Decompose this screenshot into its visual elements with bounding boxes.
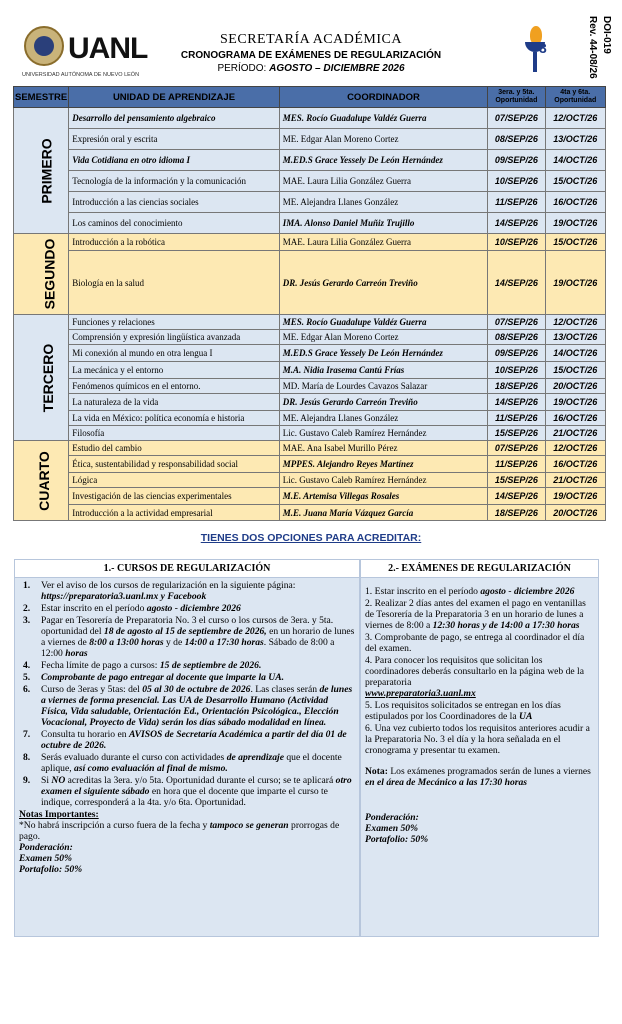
- coordinador-cell: DR. Jesús Gerardo Carreón Treviño: [279, 251, 487, 315]
- date-oportunidad-2: 19/OCT/26: [545, 213, 605, 234]
- coordinador-cell: M.A. Nidia Irasema Cantú Frías: [279, 362, 487, 379]
- coordinador-cell: IMA. Alonso Daniel Muñiz Trujillo: [279, 213, 487, 234]
- table-row: [14, 150, 606, 171]
- exam-step-4: 4. Para conocer los requisitos que solicitan los coordinadores deberás consultarlo en la página web de la preparatoria: [365, 655, 584, 688]
- unidad-cell: Mi conexión al mundo en otra lengua I: [69, 345, 280, 362]
- date-oportunidad-2: 12/OCT/26: [545, 441, 605, 456]
- torch-icon: [521, 26, 549, 72]
- page-subtitle: CRONOGRAMA DE EXÁMENES DE REGULARIZACIÓN: [180, 50, 442, 61]
- table-row: [14, 234, 606, 251]
- coordinador-cell: M.E. Juana María Vázquez García: [279, 505, 487, 521]
- coordinador-cell: ME. Alejandra Llanes González: [279, 411, 487, 426]
- course-step: 1. Ver el aviso de los cursos de regularización en la siguiente página: https://preparatoria3.uanl.mx y Facebook: [23, 580, 296, 602]
- date-oportunidad-2: 12/OCT/26: [545, 315, 605, 330]
- semester-label: PRIMERO: [14, 108, 69, 234]
- unidad-cell: Introducción a las ciencias sociales: [69, 192, 280, 213]
- unidad-cell: La vida en México: política economía e historia: [69, 411, 280, 426]
- exams-body: [361, 578, 598, 936]
- unidad-cell: La mecánica y el entorno: [69, 362, 280, 379]
- table-row: [14, 192, 606, 213]
- date-oportunidad-1: 08/SEP/26: [488, 330, 545, 345]
- unidad-cell: Funciones y relaciones: [69, 315, 280, 330]
- course-step: 2. Estar inscrito en el período agosto - diciembre 2026: [23, 603, 241, 614]
- date-oportunidad-1: 07/SEP/26: [488, 441, 545, 456]
- coordinador-cell: M.E. Artemisa Villegas Rosales: [279, 488, 487, 505]
- courses-ponderacion-exam: Examen 50%: [19, 853, 73, 864]
- exams-panel: [360, 559, 599, 937]
- course-step: 7. Consulta tu horario en AVISOS de Secretaría Académica a partir del día 01 de octubre de 2026.: [23, 729, 347, 751]
- table-row: [14, 213, 606, 234]
- table-row: [14, 505, 606, 521]
- exams-ponderacion-exam: Examen 50%: [365, 823, 419, 834]
- date-oportunidad-2: 16/OCT/26: [545, 411, 605, 426]
- unidad-cell: La naturaleza de la vida: [69, 394, 280, 411]
- coordinador-cell: MAE. Laura Lilia González Guerra: [279, 171, 487, 192]
- date-oportunidad-2: 19/OCT/26: [545, 251, 605, 315]
- date-oportunidad-2: 16/OCT/26: [545, 192, 605, 213]
- exam-step-5: 5. Los requisitos solicitados se entregan en los días estipulados por los Coordinadores de la UA: [365, 700, 561, 722]
- courses-ponderacion-portfolio: Portafolio: 50%: [19, 864, 83, 875]
- date-oportunidad-1: 10/SEP/26: [488, 362, 545, 379]
- coordinador-cell: M.ED.S Grace Yessely De León Hernández: [279, 345, 487, 362]
- table-row: [14, 362, 606, 379]
- unidad-cell: Vida Cotidiana en otro idioma I: [69, 150, 280, 171]
- unidad-cell: Introducción a la actividad empresarial: [69, 505, 280, 521]
- unidad-cell: Investigación de las ciencias experimentales: [69, 488, 280, 505]
- date-oportunidad-2: 14/OCT/26: [545, 150, 605, 171]
- coordinador-cell: DR. Jesús Gerardo Carreón Treviño: [279, 394, 487, 411]
- unidad-cell: Fenómenos químicos en el entorno.: [69, 379, 280, 394]
- col-oportunidad-2: 4ta y 6ta. Oportunidad: [545, 87, 605, 108]
- date-oportunidad-2: 12/OCT/26: [545, 108, 605, 129]
- course-step: 8. Serás evaluado durante el curso con actividades de aprendizaje que el docente aplique, así como evaluación al final de mismo.: [23, 752, 342, 774]
- uanl-logo-text: UANL: [68, 32, 148, 65]
- prepa3-logo: [513, 24, 557, 76]
- table-row: [14, 426, 606, 441]
- exams-title: 2.- EXÁMENES DE REGULARIZACIÓN: [361, 560, 598, 578]
- doc-revision: Rev. 44-08/26: [587, 16, 598, 79]
- period-value: AGOSTO – DICIEMBRE 2026: [269, 63, 405, 74]
- date-oportunidad-1: 14/SEP/26: [488, 488, 545, 505]
- coordinador-cell: MAE. Laura Lilia González Guerra: [279, 234, 487, 251]
- date-oportunidad-2: 19/OCT/26: [545, 488, 605, 505]
- date-oportunidad-1: 08/SEP/26: [488, 129, 545, 150]
- unidad-cell: Expresión oral y escrita: [69, 129, 280, 150]
- coordinador-cell: MAE. Ana Isabel Murillo Pérez: [279, 441, 487, 456]
- date-oportunidad-2: 15/OCT/26: [545, 171, 605, 192]
- date-oportunidad-2: 13/OCT/26: [545, 330, 605, 345]
- courses-panel: [14, 559, 360, 937]
- prepa-number: 3: [539, 40, 547, 56]
- date-oportunidad-1: 10/SEP/26: [488, 171, 545, 192]
- uanl-logo-subtext: UNIVERSIDAD AUTÓNOMA DE NUEVO LEÓN: [22, 72, 140, 78]
- date-oportunidad-1: 07/SEP/26: [488, 315, 545, 330]
- doc-code: DOI-019: [601, 16, 612, 54]
- coordinador-cell: M.ED.S Grace Yessely De León Hernández: [279, 150, 487, 171]
- document-code: [566, 16, 618, 96]
- unidad-cell: Los caminos del conocimiento: [69, 213, 280, 234]
- table-row: [14, 251, 606, 315]
- prepa-website-link[interactable]: www.preparatoria3.uanl.mx: [365, 688, 476, 699]
- table-row: [14, 379, 606, 394]
- table-row: [14, 345, 606, 362]
- table-row: [14, 441, 606, 456]
- date-oportunidad-1: 14/SEP/26: [488, 394, 545, 411]
- unidad-cell: Desarrollo del pensamiento algebraico: [69, 108, 280, 129]
- unidad-cell: Estudio del cambio: [69, 441, 280, 456]
- unidad-cell: Comprensión y expresión lingüística avanzada: [69, 330, 280, 345]
- document-header: [0, 0, 622, 86]
- table-row: [14, 394, 606, 411]
- table-row: [14, 488, 606, 505]
- courses-title: 1.- CURSOS DE REGULARIZACIÓN: [15, 560, 359, 578]
- course-step: 3. Pagar en Tesorería de Preparatoria No. 3 el curso o los cursos de 3era. y 5ta. oportunidad del 18 de agosto al 15 de septiembre de 2026, en un horario de lunes a viernes de 8:00 a 13:00 horas y de 14:00 a 17:30 horas. Sábado de 8:00 a 12:00 horas: [23, 615, 355, 659]
- exam-step-2: 2. Realizar 2 días antes del examen el pago en ventanillas de Tesorería de la Preparatoria 3 en un horario de lunes a viernes de 8:00 a 12:30 horas y de 14:00 a 17:30 horas: [365, 598, 586, 631]
- date-oportunidad-2: 21/OCT/26: [545, 473, 605, 488]
- table-row: [14, 171, 606, 192]
- date-oportunidad-1: 15/SEP/26: [488, 473, 545, 488]
- date-oportunidad-2: 14/OCT/26: [545, 345, 605, 362]
- date-oportunidad-2: 19/OCT/26: [545, 394, 605, 411]
- note-text: *No habrá inscripción a curso fuera de la fecha y tampoco se generan prorrogas de pago.: [19, 820, 340, 842]
- date-oportunidad-2: 21/OCT/26: [545, 426, 605, 441]
- period-label: PERÍODO:: [217, 63, 267, 74]
- unidad-cell: Filosofía: [69, 426, 280, 441]
- options-title: TIENES DOS OPCIONES PARA ACREDITAR:: [200, 532, 422, 544]
- coordinador-cell: ME. Edgar Alan Moreno Cortez: [279, 129, 487, 150]
- notes-title: Notas Importantes:: [19, 809, 99, 820]
- table-row: [14, 473, 606, 488]
- table-row: [14, 330, 606, 345]
- exams-ponderacion-portfolio: Portafolio: 50%: [365, 834, 429, 845]
- date-oportunidad-2: 13/OCT/26: [545, 129, 605, 150]
- semester-label: CUARTO: [14, 441, 69, 521]
- date-oportunidad-1: 11/SEP/26: [488, 456, 545, 473]
- table-header-row: [14, 87, 606, 108]
- semester-label: TERCERO: [14, 315, 69, 441]
- date-oportunidad-1: 18/SEP/26: [488, 379, 545, 394]
- table-row: [14, 411, 606, 426]
- col-unidad: UNIDAD DE APRENDIZAJE: [69, 87, 280, 108]
- course-step: 9. Si NO acreditas la 3era. y/o 5ta. Oportunidad durante el curso; se te aplicará otro examen el siguiente sábado en hora que el docente que imparte el curso te indique, corresponderá a la 4ta. y/o 6ta. Oportunidad.: [23, 775, 352, 808]
- course-step: 6. Curso de 3eras y 5tas: del 05 al 30 de octubre de 2026. Las clases serán de lunes a viernes de forma presencial. Las UA de Desarrollo Humano (Actividad Física, Vida saludable, Orientación Ed., Orientación Psicológica., Elección Vocacional, Proyecto de Vida) serán los días sábado modalidad en línea.: [23, 684, 353, 728]
- course-step: 4. Fecha límite de pago a cursos: 15 de septiembre de 2026.: [23, 660, 262, 671]
- table-row: [14, 456, 606, 473]
- exam-step-1: 1. Estar inscrito en el período agosto - diciembre 2026: [365, 586, 575, 597]
- date-oportunidad-1: 07/SEP/26: [488, 108, 545, 129]
- coordinador-cell: Lic. Gustavo Caleb Ramírez Hernández: [279, 473, 487, 488]
- coordinador-cell: MD. María de Lourdes Cavazos Salazar: [279, 379, 487, 394]
- date-oportunidad-1: 09/SEP/26: [488, 150, 545, 171]
- coordinador-cell: Lic. Gustavo Caleb Ramírez Hernández: [279, 426, 487, 441]
- unidad-cell: Ética, sustentabilidad y responsabilidad social: [69, 456, 280, 473]
- col-oportunidad-1: 3era. y 5ta. Oportunidad: [488, 87, 545, 108]
- coordinador-cell: MES. Rocío Guadalupe Valdéz Guerra: [279, 315, 487, 330]
- date-oportunidad-2: 16/OCT/26: [545, 456, 605, 473]
- courses-ponderacion-title: Ponderación:: [19, 842, 73, 853]
- coordinador-cell: ME. Edgar Alan Moreno Cortez: [279, 330, 487, 345]
- date-oportunidad-1: 18/SEP/26: [488, 505, 545, 521]
- date-oportunidad-1: 15/SEP/26: [488, 426, 545, 441]
- coordinador-cell: MPPES. Alejandro Reyes Martínez: [279, 456, 487, 473]
- page-title: SECRETARÍA ACADÉMICA: [220, 32, 402, 47]
- date-oportunidad-1: 14/SEP/26: [488, 213, 545, 234]
- date-oportunidad-1: 11/SEP/26: [488, 411, 545, 426]
- date-oportunidad-1: 10/SEP/26: [488, 234, 545, 251]
- course-step: 5. Comprobante de pago entregar al docente que imparte la UA.: [23, 672, 285, 683]
- date-oportunidad-1: 09/SEP/26: [488, 345, 545, 362]
- exam-step-3: 3. Comprobante de pago, se entrega al coordinador el día del examen.: [365, 632, 585, 654]
- date-oportunidad-1: 14/SEP/26: [488, 251, 545, 315]
- table-row: [14, 315, 606, 330]
- table-row: [14, 108, 606, 129]
- unidad-cell: Tecnología de la información y la comunicación: [69, 171, 280, 192]
- col-coordinador: COORDINADOR: [279, 87, 487, 108]
- date-oportunidad-2: 20/OCT/26: [545, 379, 605, 394]
- unidad-cell: Biología en la salud: [69, 251, 280, 315]
- exam-step-6: 6. Una vez cubierto todos los requisitos anteriores acudir a la Preparatoria No. 3 el día y la hora señalada en el cronograma y presentar tu examen.: [365, 723, 590, 756]
- exams-ponderacion-title: Ponderación:: [365, 812, 419, 823]
- exam-note: Nota: Los exámenes programados serán de lunes a viernes en el área de Mecánico a las 17:30 horas: [365, 766, 591, 788]
- date-oportunidad-1: 11/SEP/26: [488, 192, 545, 213]
- date-oportunidad-2: 20/OCT/26: [545, 505, 605, 521]
- unidad-cell: Lógica: [69, 473, 280, 488]
- table-row: [14, 129, 606, 150]
- date-oportunidad-2: 15/OCT/26: [545, 362, 605, 379]
- col-semestre: SEMESTRE: [14, 87, 69, 108]
- semester-label: SEGUNDO: [14, 234, 69, 315]
- coordinador-cell: MES. Rocío Guadalupe Valdéz Guerra: [279, 108, 487, 129]
- courses-body: [15, 578, 359, 936]
- unidad-cell: Introducción a la robótica: [69, 234, 280, 251]
- date-oportunidad-2: 15/OCT/26: [545, 234, 605, 251]
- coordinador-cell: ME. Alejandra Llanes González: [279, 192, 487, 213]
- schedule-body: [14, 108, 606, 521]
- schedule-table: [13, 86, 606, 521]
